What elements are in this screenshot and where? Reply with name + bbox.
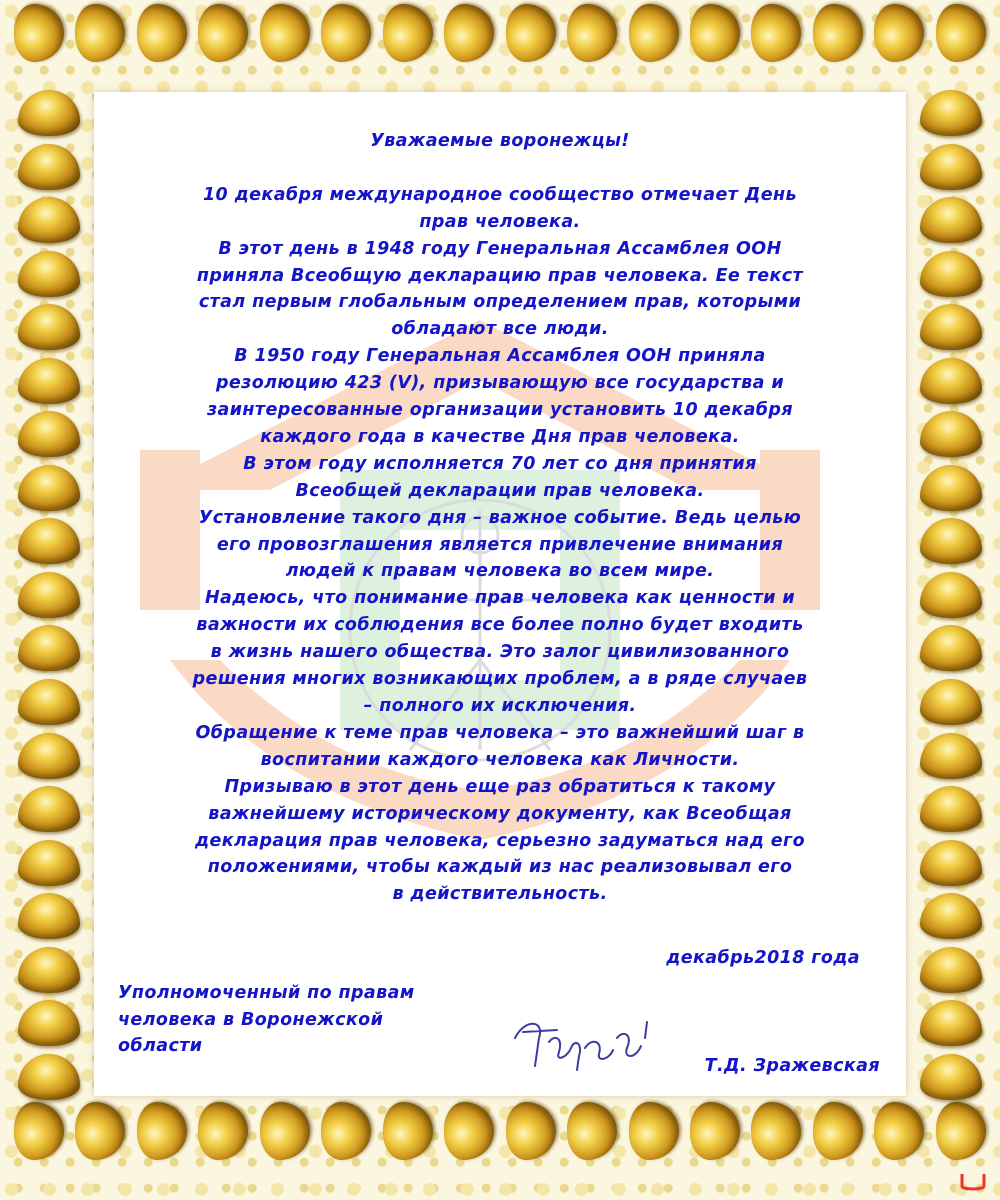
gold-leaf-ornament: [18, 1000, 80, 1046]
letter-line: Надеюсь, что понимание прав человека как ценности и: [204, 588, 796, 609]
gold-leaf-ornament: [18, 840, 80, 886]
gold-leaf-ornament: [629, 1102, 679, 1160]
gold-leaf-ornament: [920, 840, 982, 886]
gold-leaf-ornament: [18, 625, 80, 671]
corner-logo-icon: [958, 1170, 988, 1192]
frame-right-border: [910, 90, 992, 1100]
letter-line: каждого года в качестве Дня прав человека.: [260, 426, 740, 447]
letter-line: резолюцию 423 (V), призывающую все государства и: [215, 373, 785, 394]
gold-leaf-ornament: [567, 4, 617, 62]
gold-leaf-ornament: [506, 1102, 556, 1160]
gold-leaf-ornament: [260, 1102, 310, 1160]
gold-leaf-ornament: [18, 358, 80, 404]
gold-leaf-ornament: [920, 465, 982, 511]
letter-line: В 1950 году Генеральная Ассамблея ООН приняла: [234, 346, 766, 367]
gold-leaf-ornament: [18, 1054, 80, 1100]
gold-leaf-ornament: [690, 1102, 740, 1160]
gold-leaf-ornament: [444, 1102, 494, 1160]
gold-leaf-ornament: [936, 1102, 986, 1160]
gold-leaf-ornament: [383, 1102, 433, 1160]
letter-line: прав человека.: [419, 211, 581, 232]
gold-leaf-ornament: [198, 4, 248, 62]
gold-leaf-ornament: [920, 518, 982, 564]
signer-position-line: человека в Воронежской: [118, 1009, 384, 1030]
gold-leaf-ornament: [18, 197, 80, 243]
gold-leaf-ornament: [567, 1102, 617, 1160]
gold-leaf-ornament: [751, 1102, 801, 1160]
gold-leaf-ornament: [920, 90, 982, 136]
gold-leaf-ornament: [137, 1102, 187, 1160]
gold-leaf-ornament: [751, 4, 801, 62]
letter-line: людей к правам человека во всем мире.: [285, 561, 715, 582]
gold-leaf-ornament: [260, 4, 310, 62]
gold-leaf-ornament: [383, 4, 433, 62]
letter-line: в действительность.: [392, 884, 608, 905]
frame-left-border: [8, 90, 90, 1100]
frame-top-border: [10, 8, 990, 88]
letter-line: приняла Всеобщую декларацию прав человека. Ее текст: [196, 265, 804, 286]
letter-line: Установление такого дня – важное событие. Ведь целью: [198, 507, 802, 528]
gold-leaf-ornament: [920, 947, 982, 993]
letter-line: положениями, чтобы каждый из нас реализовывал его: [207, 857, 793, 878]
signer-position: [118, 980, 538, 1060]
gold-leaf-ornament: [198, 1102, 248, 1160]
letter-line: декларация прав человека, серьезно задуматься над его: [194, 830, 806, 851]
letter-greeting: Уважаемые воронежцы!: [370, 131, 630, 151]
frame-bottom-border: [10, 1106, 990, 1186]
gold-leaf-ornament: [920, 197, 982, 243]
gold-leaf-ornament: [920, 251, 982, 297]
gold-leaf-ornament: [920, 625, 982, 671]
signer-position-line: области: [118, 1036, 203, 1056]
letter-line: в жизнь нашего общества. Это залог цивилизованного: [210, 642, 790, 663]
letter-line: – полного их исключения.: [363, 696, 637, 717]
letter-line: Призываю в этот день еще раз обратиться к такому: [224, 776, 776, 797]
gold-leaf-ornament: [920, 304, 982, 350]
gold-leaf-ornament: [75, 4, 125, 62]
letter-line: стал первым глобальным определением прав, которыми: [198, 292, 802, 313]
gold-leaf-ornament: [690, 4, 740, 62]
gold-leaf-ornament: [18, 144, 80, 190]
gold-leaf-ornament: [920, 893, 982, 939]
gold-leaf-ornament: [920, 1000, 982, 1046]
gold-leaf-ornament: [920, 572, 982, 618]
gold-leaf-ornament: [920, 1054, 982, 1100]
gold-leaf-ornament: [18, 90, 80, 136]
gold-leaf-ornament: [920, 786, 982, 832]
gold-leaf-ornament: [18, 893, 80, 939]
letter-paragraphs: [110, 182, 890, 908]
gold-leaf-ornament: [18, 411, 80, 457]
letter-line: воспитании каждого человека как Личности.: [260, 749, 740, 770]
gold-leaf-ornament: [874, 4, 924, 62]
letter-line: В этом году исполняется 70 лет со дня принятия: [243, 453, 757, 474]
gold-leaf-ornament: [920, 144, 982, 190]
gold-leaf-ornament: [920, 358, 982, 404]
signer-name: Т.Д. Зражевская: [704, 1056, 880, 1076]
gold-leaf-ornament: [18, 304, 80, 350]
gold-leaf-ornament: [18, 947, 80, 993]
letter-line: его провозглашения является привлечение внимания: [216, 534, 784, 555]
gold-leaf-ornament: [506, 4, 556, 62]
letter-line: обладают все люди.: [391, 319, 609, 340]
gold-leaf-ornament: [321, 4, 371, 62]
letter-date: декабрь2018 года: [666, 948, 860, 968]
gold-leaf-ornament: [18, 572, 80, 618]
gold-leaf-ornament: [920, 733, 982, 779]
letter-line: решения многих возникающих проблем, а в ряде случаев: [192, 669, 808, 690]
gold-leaf-ornament: [14, 1102, 64, 1160]
gold-leaf-ornament: [920, 679, 982, 725]
letter-line: Всеобщей декларации прав человека.: [295, 480, 705, 501]
gold-leaf-ornament: [18, 733, 80, 779]
letter-line: важности их соблюдения все более полно будет входить: [196, 615, 804, 636]
letter-line: важнейшему историческому документу, как Всеобщая: [208, 803, 792, 824]
gold-leaf-ornament: [18, 679, 80, 725]
letter-line: Обращение к теме прав человека – это важнейший шаг в: [195, 722, 805, 743]
gold-leaf-ornament: [18, 518, 80, 564]
gold-leaf-ornament: [75, 1102, 125, 1160]
gold-leaf-ornament: [18, 786, 80, 832]
gold-leaf-ornament: [321, 1102, 371, 1160]
gold-leaf-ornament: [18, 251, 80, 297]
gold-leaf-ornament: [920, 411, 982, 457]
handwritten-signature: [505, 1008, 665, 1078]
letter-line: заинтересованные организации установить 10 декабря: [206, 400, 793, 421]
gold-leaf-ornament: [813, 1102, 863, 1160]
gold-leaf-ornament: [18, 465, 80, 511]
gold-leaf-ornament: [629, 4, 679, 62]
gold-leaf-ornament: [444, 4, 494, 62]
letter-line: В этот день в 1948 году Генеральная Ассамблея ООН: [218, 238, 782, 259]
letter-body: [110, 128, 890, 908]
gold-leaf-ornament: [137, 4, 187, 62]
gold-leaf-ornament: [14, 4, 64, 62]
gold-leaf-ornament: [936, 4, 986, 62]
gold-leaf-ornament: [813, 4, 863, 62]
signer-position-line: Уполномоченный по правам: [118, 983, 415, 1003]
gold-leaf-ornament: [874, 1102, 924, 1160]
letter-line: 10 декабря международное сообщество отмечает День: [202, 184, 798, 205]
